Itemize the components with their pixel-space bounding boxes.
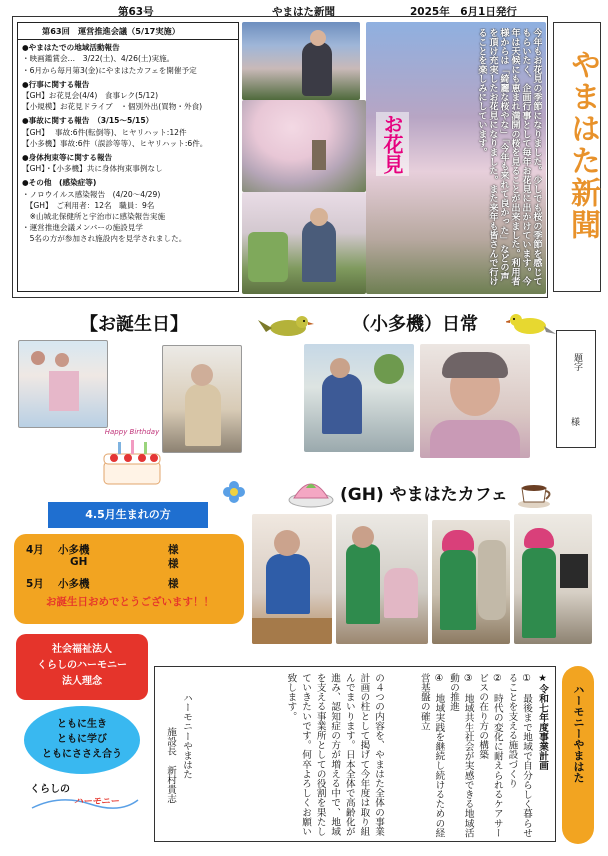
coffee-cup-icon <box>516 474 556 510</box>
cafe-photo-2 <box>336 514 428 644</box>
report-line: ・映画鑑賞会… 3/22(土)、4/26(土)実施。 <box>22 54 175 64</box>
nichijo-title: （小多機）日常 <box>352 314 478 335</box>
logo-line1: くらしの <box>30 784 70 795</box>
cafe-title: (GH) やまはたカフェ <box>340 485 508 505</box>
birthday-row: 4月 小多機 様 <box>26 544 179 556</box>
report-line: ※山城北保健所と宇治市に感染報告実施 <box>22 212 166 222</box>
nichijo-photo-2 <box>420 344 530 458</box>
plan-item: ① 最後まで地域で自分らしく暮らせることを支える施設づくり <box>506 673 532 838</box>
plan-item: ② 時代の変化に耐えられるケアサービスの在り方の構築 <box>477 673 503 838</box>
birthday-row: 5月 小多機 様 <box>26 578 179 590</box>
cafe-photo-4 <box>514 514 592 644</box>
masthead-box <box>553 22 601 292</box>
report-line: ・6月から毎月第3(金)にやまはたカフェを開催予定 <box>22 65 197 75</box>
issue-date: 2025年 6月1日発行 <box>410 6 517 18</box>
plan-head: ★令和七年度事業計画 <box>537 673 548 771</box>
daiji-suffix: 様 <box>571 418 581 428</box>
corp-box <box>16 634 148 700</box>
meeting-report <box>17 22 239 292</box>
report-line: 【GH】 ご利用者：12名 職員：9名 <box>22 200 155 210</box>
cake-icon <box>98 438 166 488</box>
report-section-head: ●やまはたでの地域活動報告 <box>22 43 120 53</box>
bird-icon <box>258 310 314 340</box>
birthday-photo-1 <box>18 340 108 428</box>
nichijo-photo-1 <box>304 344 414 452</box>
plan-sign2: 施設長 新村貴志 <box>165 727 176 804</box>
motto-line2: ともに学び <box>57 734 107 745</box>
wagashi-icon <box>288 474 334 508</box>
masthead-title: やまはた新聞 <box>565 49 600 241</box>
logo <box>30 780 140 830</box>
cake-text: Happy Birthday <box>104 428 160 436</box>
daiji-label: 題字 <box>572 353 582 371</box>
plan-body: の４つの内容を、やまはた全体の事業計画の柱として掲げて今年度は取り組んでまいります。日本全体で高齢化が進み、認知症の方が増える中で、地域を支える事業所としての役割を果たしていきたいです。何卒よろしくお願い致します。 <box>285 673 384 837</box>
report-line: ・運営推進会議メンバーの施設見学 <box>22 223 143 233</box>
cafe-photo-1 <box>252 514 332 644</box>
birthday-list <box>14 534 244 624</box>
report-line: 【GH】 事故:6件(転倒等)、ヒヤリハット:12件 <box>22 127 187 137</box>
harmony-label-box <box>562 666 594 844</box>
report-line: 【小規模】お花見ドライブ ・個別外出(買物・外食) <box>22 102 203 112</box>
plan-item: ④ 地域実践を継続し続けるための経営基盤の確立 <box>418 673 445 838</box>
report-line: 【GH】・【小多機】共に身体拘束事例なし <box>22 164 163 174</box>
daiji-box <box>556 330 596 448</box>
report-section-head: ●行事に関する報告 <box>22 79 90 89</box>
report-line: 【GH】お花見会(4/4) 食事レク(5/12) <box>22 91 159 101</box>
cake-illustration <box>92 428 172 490</box>
birthday-month-label: 4.5月生まれの方 <box>48 502 208 528</box>
birthday-congrats: お誕生日おめでとうございます！！ <box>46 596 214 608</box>
harmony-label: ハーモニーやまはた <box>572 684 585 783</box>
hanami-photo-1 <box>242 22 360 100</box>
corp-line2: くらしのハーモニー <box>37 660 127 671</box>
plan-items <box>416 673 533 839</box>
business-plan <box>154 666 556 842</box>
birthday-photo-2 <box>162 345 242 453</box>
bird-icon-2 <box>506 310 556 340</box>
report-line: 【小多機】事故:6件（誤診等等）、ヒヤリハット:6件。 <box>22 138 208 148</box>
report-title: 第63回 運営推進会議（5/17実施） <box>42 26 180 36</box>
report-section-head: ●事故に関する報告 （3/15～5/15） <box>22 116 154 126</box>
motto-ellipse <box>24 706 140 774</box>
hanami-photo-2 <box>242 100 366 192</box>
logo-line2: ハーモニー <box>74 797 120 807</box>
report-sections <box>22 42 234 244</box>
hanami-text: 今年もお花見の季節になりました。少しでも桜の季節を感じてもらいたく、企画行事として毎年お花見に出かけています。今年は天候にも恵まれ満開の桜を見ることが出来ました。利用者様からは「綺麗な桜やな」「今年も来れて良かった」などの声を頂け充実したお花見になりました。また来年も皆さんで行けることを楽しみにしています。 <box>476 28 542 286</box>
birthday-title: 【お誕生日】 <box>80 314 188 335</box>
cafe-photo-3 <box>432 520 510 644</box>
report-section-head: ●身体拘束等に関する報告 <box>22 153 113 163</box>
birthday-row: GH 様 <box>70 556 179 570</box>
hanami-photo-3 <box>242 192 366 294</box>
motto-line3: ともにささえ合う <box>42 749 122 760</box>
flower-icon <box>220 478 248 506</box>
report-line: ・ノロウイルス感染報告 (4/20～4/29) <box>22 189 161 199</box>
hanami-text-panel <box>366 22 546 294</box>
motto-line1: ともに生き <box>57 719 107 730</box>
corp-line1: 社会福祉法人 <box>52 644 112 655</box>
hanami-label: お花見 <box>376 112 409 176</box>
corp-line3: 法人理念 <box>62 676 102 687</box>
issue-number: 第63号 <box>118 6 154 18</box>
report-section-head: ●その他 (感染症等) <box>22 178 97 188</box>
plan-item: ③ 地域共生社会が実感できる地域活動の推進 <box>448 673 474 838</box>
report-line: 5名の方が参加され施設内を見学されました。 <box>22 234 187 244</box>
plan-sign1: ハーモニーやまはた <box>181 693 192 780</box>
newspaper-name: やまはた新聞 <box>272 6 335 18</box>
